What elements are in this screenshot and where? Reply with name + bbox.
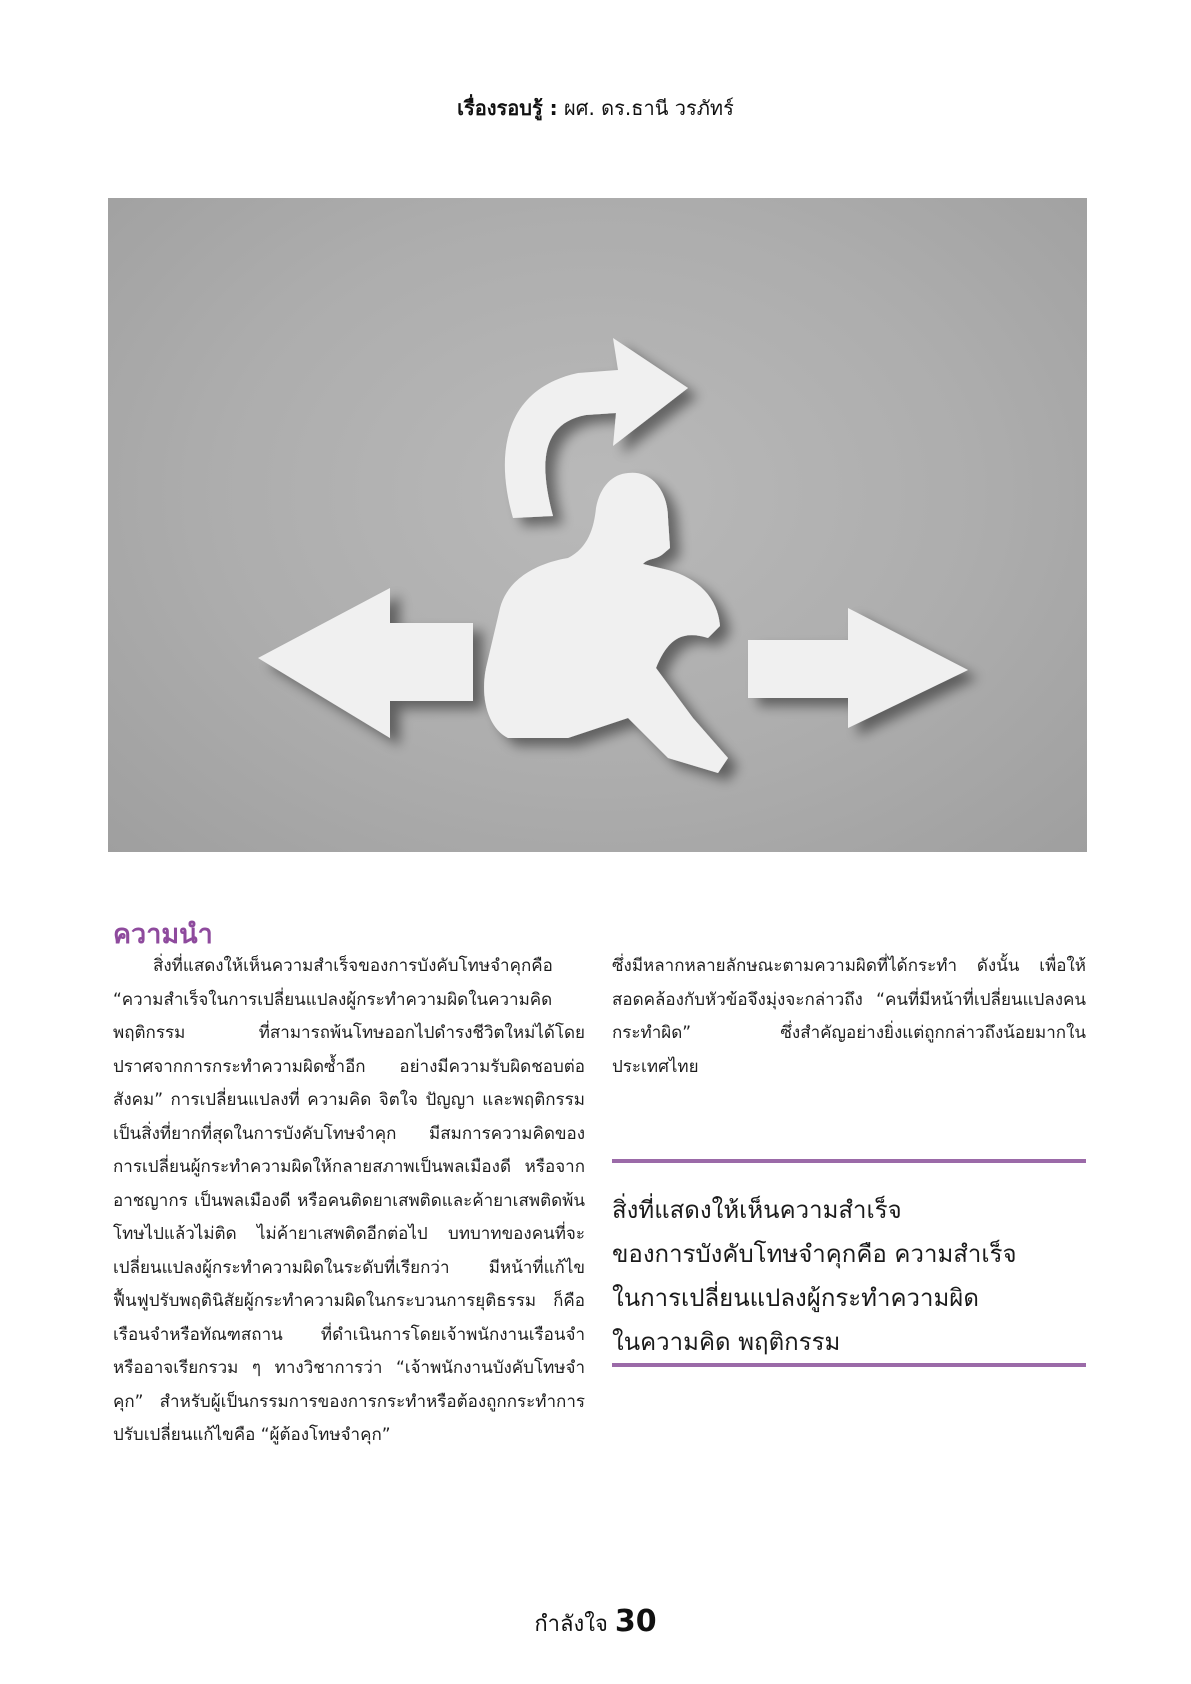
person-with-arrows-illustration [108, 198, 1087, 852]
seated-person-shape [484, 473, 728, 773]
pull-quote-line: ในการเปลี่ยนแปลงผู้กระทำความผิด [612, 1284, 979, 1312]
feature-photo [108, 198, 1087, 852]
pull-quote-line: ของการบังคับโทษจำคุกคือ ความสำเร็จ [612, 1240, 1017, 1268]
column-label: เรื่องรอบรู้ : [457, 96, 558, 120]
page-header [0, 92, 1191, 124]
pull-quote-line: ในความคิด พฤติกรรม [612, 1328, 841, 1356]
body-right-column: ซึ่งมีหลากหลายลักษณะตามความผิดที่ได้กระทำ ดังนั้น เพื่อให้สอดคล้องกับหัวข้อจึงมุ่งจะกล่าวถึง “คนที่มีหน้าที่เปลี่ยนแปลงคนกระทำผิด” ซึ่งสำคัญอย่างยิ่งแต่ถูกกล่าวถึงน้อยมากในประเทศไทย [612, 956, 1086, 1077]
page-footer [0, 1604, 1191, 1641]
page-number: 30 [614, 1604, 657, 1639]
left-arrow-shape [258, 588, 473, 738]
magazine-name: กำลังใจ [534, 1612, 608, 1637]
author-name: ผศ. ดร.ธานี วรภัทร์ [564, 96, 734, 120]
section-heading: ความนำ [113, 919, 213, 950]
pull-quote-line: สิ่งที่แสดงให้เห็นความสำเร็จ [612, 1196, 902, 1224]
pull-quote-top-rule [612, 1159, 1086, 1163]
pull-quote-bottom-rule [612, 1363, 1086, 1367]
body-left-column: สิ่งที่แสดงให้เห็นความสำเร็จของการบังคับโทษจำคุกคือ “ความสำเร็จในการเปลี่ยนแปลงผู้กระทำความผิดในความคิด พฤติกรรม ที่สามารถพ้นโทษออกไปดำรงชีวิตใหม่ได้โดยปราศจากการกระทำความผิดซ้ำอีก อย่างมีความรับผิดชอบต่อสังคม” การเปลี่ยนแปลงที่ ความคิด จิตใจ ปัญญา และพฤติกรรม เป็นสิ่งที่ยากที่สุดในการบังคับโทษจำคุก มีสมการความคิดของการเปลี่ยนผู้กระทำความผิดให้กลายสภาพเป็นพลเมืองดี หรือจากอาชญากร เป็นพลเมืองดี หรือคนติดยาเสพติดและค้ายาเสพติดพ้นโทษไปแล้วไม่ติด ไม่ค้ายาเสพติดอีกต่อไป บทบาทของคนที่จะเปลี่ยนแปลงผู้กระทำความผิดในระดับที่เรียกว่า มีหน้าที่แก้ไขฟื้นฟูปรับพฤตินิสัยผู้กระทำความผิดในกระบวนการยุติธรรม ก็คือ เรือนจำหรือทัณฑสถาน ที่ดำเนินการโดยเจ้าพนักงานเรือนจำ หรืออาจเรียกรวม ๆ ทางวิชาการว่า “เจ้าพนักงานบังคับโทษจำคุก” สำหรับผู้เป็นกรรมการของการกระทำหรือต้องถูกกระทำการปรับเปลี่ยนแก้ไขคือ “ผู้ต้องโทษจำคุก” [113, 956, 585, 1445]
pull-quote [612, 1188, 1086, 1364]
right-arrow-shape [748, 608, 968, 728]
